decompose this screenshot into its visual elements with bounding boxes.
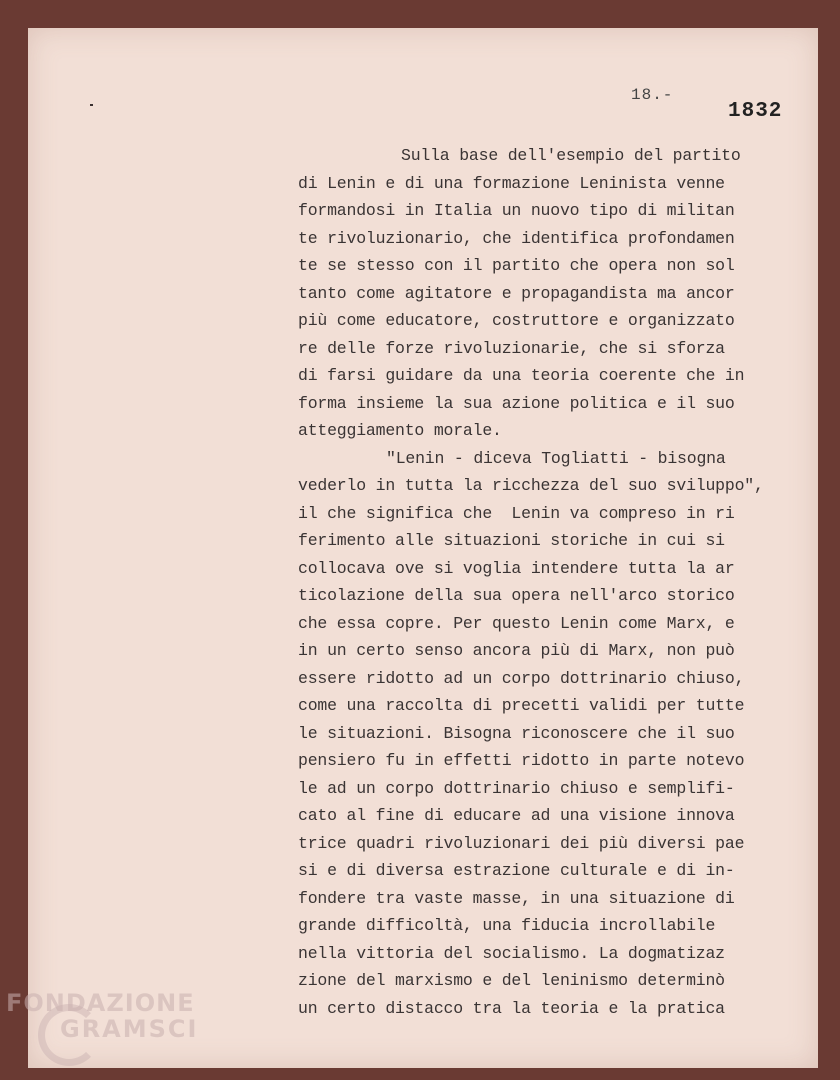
text-line: ticolazione della sua opera nell'arco storico [298,586,735,605]
text-line: che essa copre. Per questo Lenin come Marx, e [298,613,735,633]
watermark-logo [6,990,198,1042]
watermark-line2: GRAMSCI [60,1015,199,1043]
text-line: atteggiamento morale. [298,421,502,440]
text-line: re delle forze rivoluzionarie, che si sforza [298,338,725,358]
text-line: un certo distacco tra la teoria e la pratica [298,998,725,1018]
text-line: Sulla base dell'esempio del partito [401,146,741,165]
text-line: fondere tra vaste masse, in una situazione di [298,888,735,908]
text-line: il che significa che Lenin va compreso in ri [298,503,735,523]
text-line: te rivoluzionario, che identifica profondamen [298,228,735,248]
archive-number: 1832 [728,100,783,123]
text-line: le situazioni. Bisogna riconoscere che il suo [298,723,735,743]
ink-speck [90,104,93,106]
typed-text-body [298,142,768,1022]
text-line: di farsi guidare da una teoria coerente che in [298,366,745,385]
text-line: collocava ove si voglia intendere tutta la ar [298,558,735,578]
text-line: vederlo in tutta la ricchezza del suo sviluppo", [298,476,764,495]
text-line: nella vittoria del socialismo. La dogmatizaz [298,943,725,963]
document-page [28,28,818,1068]
text-line: di Lenin e di una formazione Leninista venne [298,173,725,193]
text-line: formandosi in Italia un nuovo tipo di militan [298,201,735,220]
text-line: tanto come agitatore e propagandista ma ancor [298,283,735,303]
text-line: "Lenin - diceva Togliatti - bisogna [386,448,726,468]
text-line: come una raccolta di precetti validi per tutte [298,696,745,715]
text-line: zione del marxismo e del leninismo determinò [298,971,725,990]
text-line: pensiero fu in effetti ridotto in parte notevo [298,751,745,770]
text-line: forma insieme la sua azione politica e il suo [298,393,735,413]
text-line: grande difficoltà, una fiducia incrollabile [298,916,716,935]
text-line: essere ridotto ad un corpo dottrinario chiuso, [298,668,745,688]
text-line: più come educatore, costruttore e organizzato [298,311,735,330]
text-line: cato al fine di educare ad una visione innova [298,806,735,825]
text-line: in un certo senso ancora più di Marx, non può [298,641,735,660]
text-line: si e di diversa estrazione culturale e di in- [298,861,735,880]
page-number: 18.- [631,86,674,104]
text-line: te se stesso con il partito che opera non sol [298,256,735,275]
text-line: ferimento alle situazioni storiche in cui si [298,531,725,550]
text-line: trice quadri rivoluzionari dei più diversi pae [298,833,745,853]
watermark-line1: FONDAZIONE [6,989,195,1017]
text-line: le ad un corpo dottrinario chiuso e semplifi- [298,778,735,798]
